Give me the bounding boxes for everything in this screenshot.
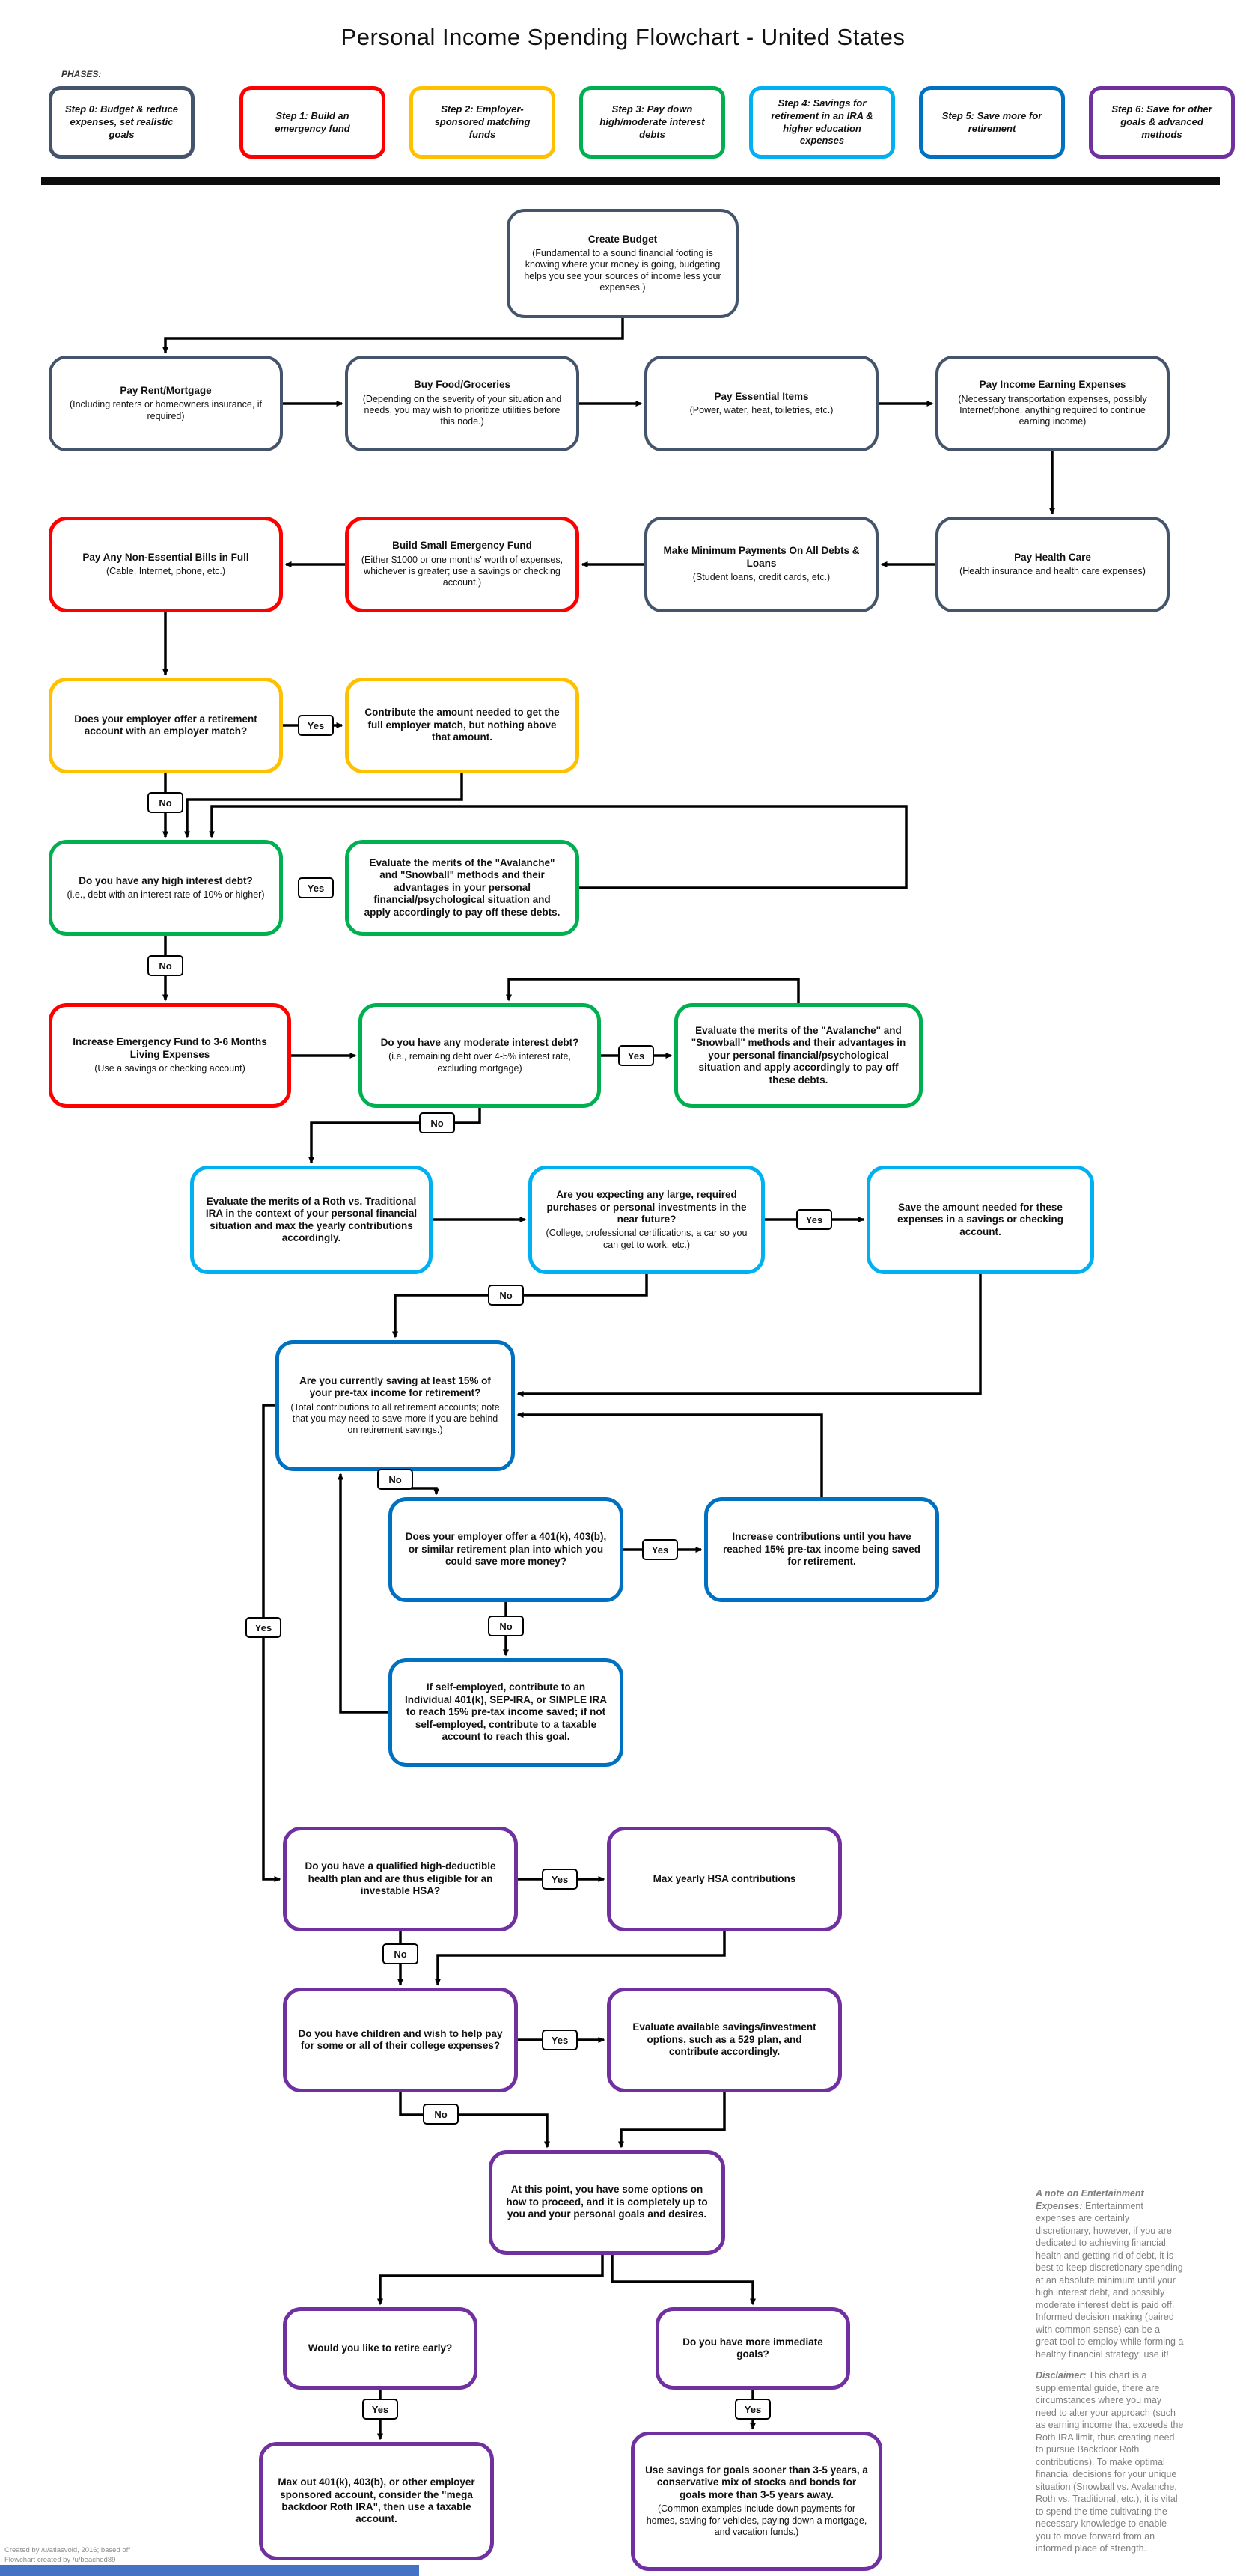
- phase-label: Step 6: Save for other goals & advanced methods: [1111, 103, 1212, 140]
- node-options-node: [489, 2150, 725, 2255]
- node-employer-match-q: [49, 678, 283, 773]
- node-hsa-q: [283, 1827, 518, 1931]
- node-body: (Student loans, credit cards, etc.): [692, 572, 831, 583]
- node-pay-income-expenses: [935, 356, 1170, 451]
- node-title: Do you have more immediate goals?: [682, 2336, 823, 2360]
- node-body: (Common examples include down payments for homes, saving for vehicles, paying down a mortgage, and vacation funds.): [646, 2503, 867, 2537]
- node-immediate-goals-q: [656, 2307, 850, 2390]
- node-title: Do you have children and wish to help pay for some or all of their college expenses?: [298, 2027, 503, 2051]
- node-body: (Including renters or homeowners insurance, if required): [69, 399, 263, 421]
- node-body: (Necessary transportation expenses, possibly Internet/phone, anything required to continue earning income): [958, 393, 1147, 427]
- note-title: A note on Entertainment Expenses:: [1036, 2188, 1144, 2211]
- node-body: (Cable, Internet, phone, etc.): [106, 566, 226, 577]
- node-title: Do you have a qualified high-deductible health plan and are thus eligible for an investable HSA?: [305, 1860, 496, 1897]
- node-use-savings: [631, 2432, 882, 2571]
- divider-bar: [41, 177, 1220, 185]
- edge-label-no-large: No: [488, 1285, 524, 1306]
- node-title: Max out 401(k), 403(b), or other employer sponsored account, consider the "mega backdoor Roth IRA", then use a taxable account.: [278, 2476, 475, 2525]
- node-max-401k: [259, 2442, 494, 2560]
- node-body: (Use a savings or checking account): [94, 1063, 245, 1074]
- phase-label: Step 3: Pay down high/moderate interest debts: [599, 103, 705, 140]
- node-save-expenses: [867, 1166, 1094, 1274]
- node-title: Contribute the amount needed to get the full employer match, but nothing above that amount.: [364, 707, 560, 743]
- node-moderate-q: [358, 1003, 601, 1108]
- phase-step3: [579, 86, 725, 159]
- note-title: Disclaimer:: [1036, 2370, 1087, 2381]
- phase-step0: [49, 86, 195, 159]
- node-body: (Fundamental to a sound financial footing is knowing where your money is going, budgeting helps you see your sources of income less your expenses.): [524, 248, 721, 293]
- node-title: If self-employed, contribute to an Individual 401(k), SEP-IRA, or SIMPLE IRA to reach 15% pre-tax income saved; if not self-employed, contribute to a taxable account to reach this goal.: [404, 1681, 608, 1743]
- node-body: (Either $1000 or one months' worth of expenses, whichever is greater; use a savings or checking account.): [361, 554, 564, 588]
- node-title: Does your employer offer a retirement account with an employer match?: [74, 713, 257, 737]
- node-max-hsa: [607, 1827, 842, 1931]
- phase-label: Step 1: Build an emergency fund: [275, 109, 350, 134]
- credits-line-2: Flowchart created by /u/beached89: [4, 2556, 116, 2565]
- node-pay-nonessential: [49, 517, 283, 612]
- page-title: Personal Income Spending Flowchart - United States: [340, 24, 906, 50]
- edge-label-yes-moderate: Yes: [618, 1045, 654, 1066]
- phase-label: Step 0: Budget & reduce expenses, set realistic goals: [65, 103, 178, 140]
- node-title: Pay Income Earning Expenses: [979, 379, 1126, 391]
- edge-label-yes-children: Yes: [542, 2030, 578, 2050]
- edge-label-yes-15: Yes: [245, 1617, 281, 1638]
- phase-label: Step 2: Employer-sponsored matching funds: [434, 103, 531, 140]
- note-body: Entertainment expenses are certainly discretionary, however, if you are dedicated to achieving financial health and getting rid of debt, it is best to keep discretionary spending at an absolute minimum until your high interest debt, and possibly moderate interest debt is paid off. Informed decision making (paired with common sense) can be a great tool to employ while forming a healthy financial strategy; use it!: [1036, 2200, 1184, 2360]
- node-title: Would you like to retire early?: [308, 2342, 453, 2354]
- edge-label-yes-high: Yes: [298, 877, 334, 898]
- node-body: (i.e., debt with an interest rate of 10% or higher): [67, 889, 265, 901]
- node-high-interest-q: [49, 840, 283, 936]
- node-pay-rent: [49, 356, 283, 451]
- node-body: (Depending on the severity of your situation and needs, you may wish to prioritize utilities before this node.): [362, 393, 562, 427]
- node-saving-15-q: [275, 1340, 515, 1471]
- node-make-min-payments: [644, 517, 879, 612]
- node-pay-health: [935, 517, 1170, 612]
- note-body: This chart is a supplemental guide, there are circumstances where you may need to alter your approach (such as earning income that exceeds the Roth IRA limit, thus creating need to pursue Backdoor Roth contributions). To make optimal financial decisions for your unique situation (Snowball vs. Avalanche, Roth vs. Traditional, etc.), it is vital to spend the time cultivating the necessary knowledge to enable you to move forward from an informed place of strength.: [1036, 2370, 1184, 2554]
- edge-label-no-hsa: No: [382, 1943, 418, 1964]
- edge-label-no-high: No: [147, 955, 183, 976]
- node-title: Increase contributions until you have reached 15% pre-tax income being saved for retirement.: [722, 1531, 921, 1568]
- credits-line-1: Created by /u/atlasvoid, 2016; based off: [4, 2546, 130, 2554]
- node-title: Does your employer offer a 401(k), 403(b), or similar retirement plan into which you could save more money?: [405, 1531, 607, 1568]
- edge-label-yes-401k: Yes: [642, 1539, 678, 1560]
- node-large-purchases-q: [528, 1166, 765, 1274]
- edge-label-no-15: No: [377, 1469, 413, 1490]
- node-title: Build Small Emergency Fund: [392, 540, 532, 552]
- node-body: (i.e., remaining debt over 4-5% interest rate, excluding mortgage): [388, 1051, 571, 1074]
- node-avalanche-high: [345, 840, 579, 936]
- node-build-small-ef: [345, 517, 579, 612]
- node-self-employed: [388, 1658, 623, 1767]
- phase-step2: [409, 86, 555, 159]
- node-contribute-match: [345, 678, 579, 773]
- node-body: (Power, water, heat, toiletries, etc.): [689, 405, 834, 416]
- node-body: (Health insurance and health care expenses): [959, 566, 1146, 577]
- node-title: Pay Any Non-Essential Bills in Full: [82, 551, 249, 563]
- node-title: Are you expecting any large, required purchases or personal investments in the near future?: [546, 1189, 747, 1225]
- node-title: Evaluate the merits of the "Avalanche" and "Snowball" methods and their advantages in your personal financial/psychological situation and apply accordingly to pay off these debts.: [691, 1024, 906, 1085]
- edge-label-yes-retire: Yes: [362, 2399, 398, 2420]
- edge-label-no-children: No: [423, 2104, 459, 2125]
- node-title: Pay Rent/Mortgage: [120, 385, 212, 397]
- node-avalanche-moderate: [674, 1003, 923, 1108]
- node-title: Create Budget: [587, 233, 658, 245]
- node-title: Use savings for goals sooner than 3-5 years, a conservative mix of stocks and bonds for goals more than 3-5 years away.: [645, 2464, 868, 2500]
- node-title: Max yearly HSA contributions: [653, 1872, 796, 1884]
- node-title: Evaluate the merits of a Roth vs. Traditional IRA in the context of your personal financial situation and max the yearly contributions accordingly.: [205, 1195, 418, 1243]
- phases-caption: PHASES:: [61, 69, 102, 79]
- edge-label-yes-goals: Yes: [735, 2399, 771, 2420]
- node-title: Increase Emergency Fund to 3-6 Months Living Expenses: [73, 1036, 267, 1060]
- edge-label-yes-match: Yes: [298, 715, 334, 736]
- node-title: Do you have any high interest debt?: [79, 874, 253, 886]
- phase-step6: [1089, 86, 1235, 159]
- phase-label: Step 4: Savings for retirement in an IRA & higher education expenses: [771, 97, 873, 147]
- node-title: Evaluate available savings/investment options, such as a 529 plan, and contribute accordingly.: [632, 2021, 816, 2058]
- node-title: Save the amount needed for these expenses in a savings or checking account.: [897, 1201, 1064, 1237]
- node-create-budget: [507, 209, 739, 318]
- phase-step4: [749, 86, 895, 159]
- footer-accent-bar: [0, 2565, 419, 2576]
- node-body: (College, professional certifications, a car so you can get to work, etc.): [546, 1228, 748, 1250]
- node-roth-ira: [190, 1166, 433, 1274]
- phase-step5: [919, 86, 1065, 159]
- node-retire-early-q: [283, 2307, 477, 2390]
- node-title: Are you currently saving at least 15% of your pre-tax income for retirement?: [299, 1374, 491, 1399]
- edge-label-no-moderate: No: [419, 1112, 455, 1133]
- node-buy-food: [345, 356, 579, 451]
- node-title: Pay Health Care: [1014, 551, 1091, 563]
- node-evaluate-529: [607, 1988, 842, 2092]
- node-title: At this point, you have some options on how to proceed, and it is completely up to you and your personal goals and desires.: [506, 2184, 708, 2220]
- phase-step1: [239, 86, 385, 159]
- phase-label: Step 5: Save more for retirement: [941, 109, 1042, 134]
- edge-label-yes-hsa: Yes: [542, 1869, 578, 1890]
- edge-label-yes-large: Yes: [796, 1209, 832, 1230]
- node-title: Evaluate the merits of the "Avalanche" and "Snowball" methods and their advantages in your personal financial/psychological situation and apply accordingly to pay off these debts.: [364, 856, 561, 918]
- node-title: Make Minimum Payments On All Debts & Loans: [663, 545, 860, 569]
- edge-label-no-match: No: [147, 792, 183, 813]
- node-title: Pay Essential Items: [714, 390, 809, 402]
- node-children-q: [283, 1988, 518, 2092]
- node-pay-essential: [644, 356, 879, 451]
- node-title: Do you have any moderate interest debt?: [380, 1037, 579, 1049]
- node-employer-401k-q: [388, 1497, 623, 1602]
- node-title: Buy Food/Groceries: [413, 379, 511, 391]
- node-body: (Total contributions to all retirement accounts; note that you may need to save more if you are behind on retirement savings.): [290, 1401, 500, 1436]
- node-increase-contrib: [704, 1497, 939, 1602]
- edge-label-no-401k: No: [488, 1616, 524, 1636]
- node-increase-ef: [49, 1003, 291, 1108]
